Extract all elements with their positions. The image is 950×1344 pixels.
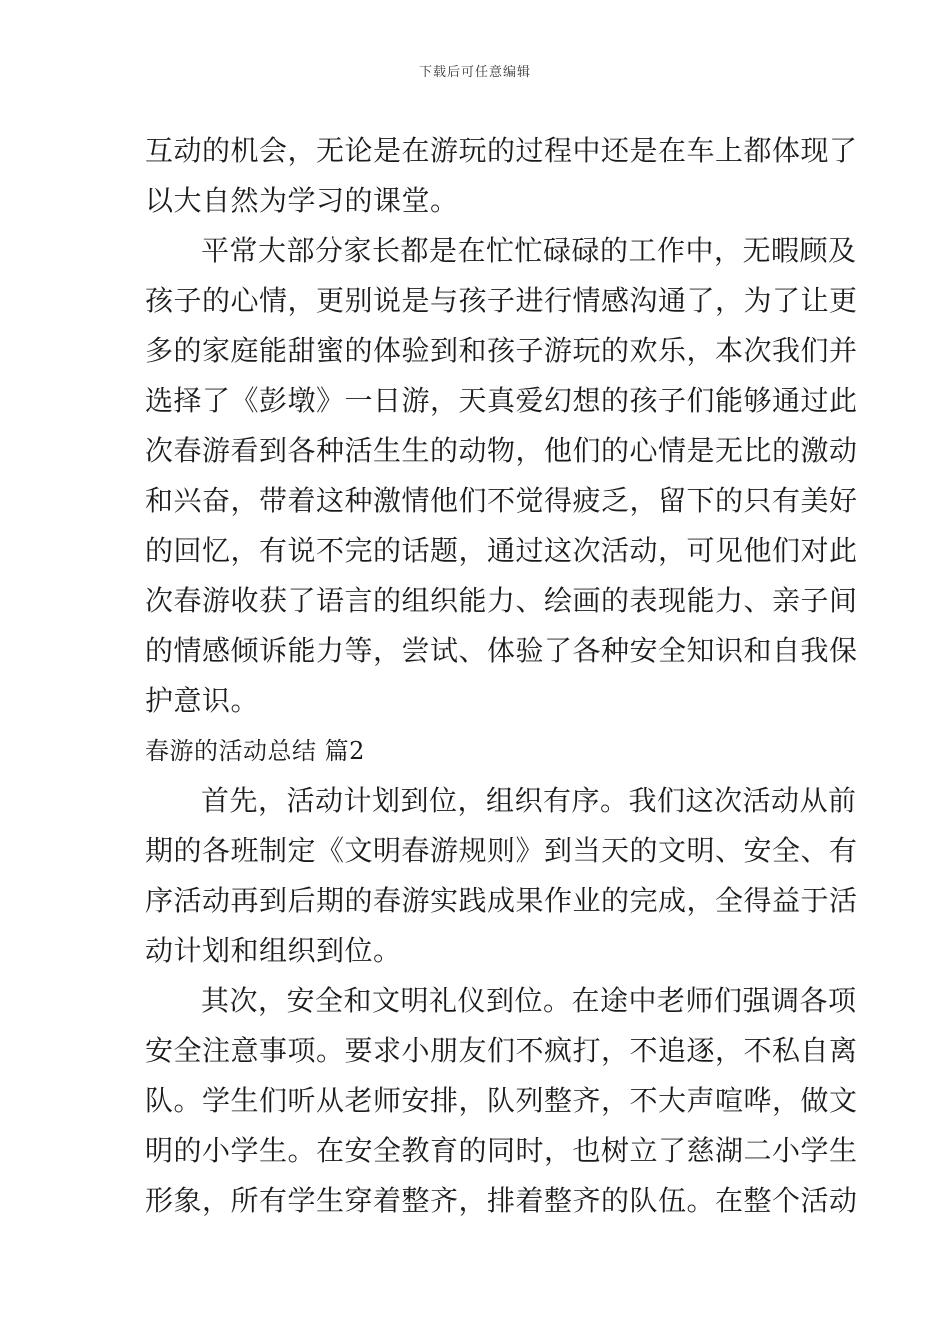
text-line: 形象，所有学生穿着整齐，排着整齐的队伍。在整个活动	[145, 1184, 858, 1217]
text-line: 安全注意事项。要求小朋友们不疯打，不追逐，不私自离	[145, 1034, 858, 1067]
text-line: 选择了《彭墩》一日游，天真爱幻想的孩子们能够通过此	[145, 384, 858, 417]
text-line: 的回忆，有说不完的话题，通过这次活动，可见他们对此	[145, 534, 858, 567]
text-line: 平常大部分家长都是在忙忙碌碌的工作中，无暇顾及	[201, 234, 857, 267]
text-line: 其次，安全和文明礼仪到位。在途中老师们强调各项	[201, 984, 857, 1017]
text-line: 队。学生们听从老师安排，队列整齐，不大声喧哗，做文	[145, 1084, 858, 1117]
section-heading: 春游的活动总结 篇2	[145, 737, 365, 765]
text-line: 动计划和组织到位。	[145, 934, 402, 967]
text-line: 孩子的心情，更别说是与孩子进行情感沟通了，为了让更	[145, 284, 858, 317]
text-line: 次春游收获了语言的组织能力、绘画的表现能力、亲子间	[145, 584, 858, 617]
text-line: 次春游看到各种活生生的动物，他们的心情是无比的激动	[145, 434, 858, 467]
text-line: 护意识。	[145, 684, 260, 717]
text-line: 多的家庭能甜蜜的体验到和孩子游玩的欢乐，本次我们并	[145, 334, 858, 367]
text-line: 互动的机会，无论是在游玩的过程中还是在车上都体现了	[145, 134, 858, 167]
text-line: 明的小学生。在安全教育的同时，也树立了慈湖二小学生	[145, 1134, 858, 1167]
text-line: 的情感倾诉能力等，尝试、体验了各种安全知识和自我保	[145, 634, 858, 667]
document-body	[145, 126, 858, 1226]
text-line: 以大自然为学习的课堂。	[145, 184, 459, 217]
page-header: 下载后可任意编辑	[418, 65, 531, 80]
text-line: 和兴奋，带着这种激情他们不觉得疲乏，留下的只有美好	[145, 484, 858, 517]
text-line: 序活动再到后期的春游实践成果作业的完成，全得益于活	[145, 884, 858, 917]
text-line: 首先，活动计划到位，组织有序。我们这次活动从前	[201, 784, 857, 817]
text-line: 期的各班制定《文明春游规则》到当天的文明、安全、有	[145, 834, 858, 867]
